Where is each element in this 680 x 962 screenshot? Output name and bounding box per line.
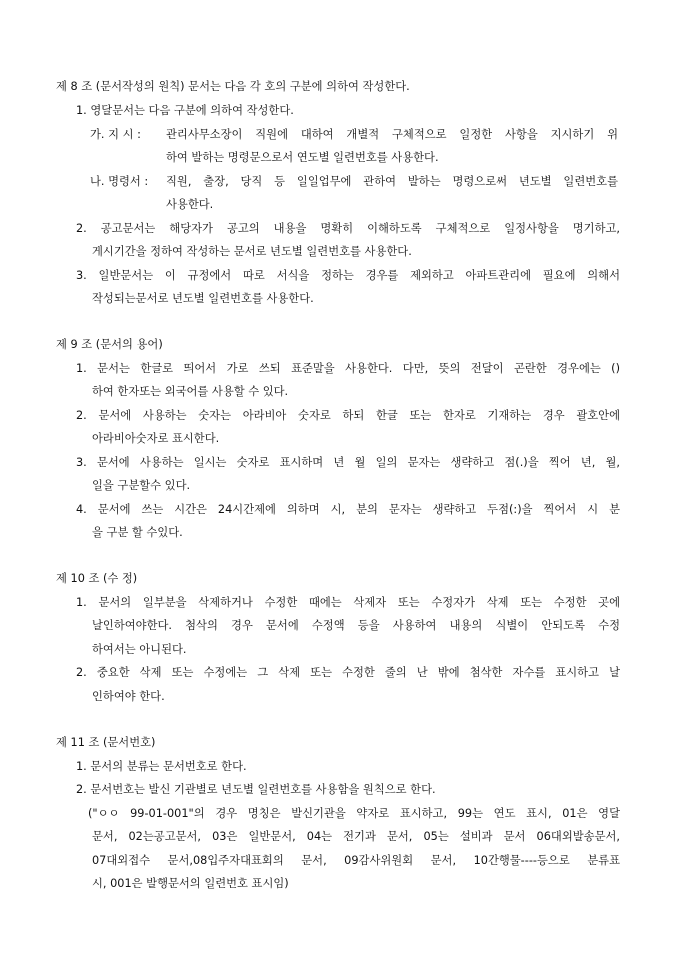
article-10-item-2-line-2: 인하여야 한다. bbox=[92, 690, 165, 703]
article-9-item-4-line-1: 4. 문서에 쓰는 시간은 24시간제에 의하며 시, 분의 문자는 생략하고 두점(:)을 찍어서 시 분 bbox=[76, 503, 620, 516]
article-9-item-1-line-2: 하여 한자또는 외국어를 사용할 수 있다. bbox=[92, 385, 289, 398]
article-11-heading: 제 11 조 (문서번호) bbox=[56, 736, 156, 749]
article-9-item-1-line-1: 1. 문서는 한글로 띄어서 가로 쓰되 표준말을 사용한다. 다만, 뜻의 전달이 곤란한 경우에는 () bbox=[76, 362, 620, 375]
article-11-note-line-3: 07대외접수 문서,08입주자대표회의 문서, 09감사위원회 문서, 10간행물----등으로 분류표 bbox=[92, 854, 620, 867]
article-11-item-2: 2. 문서번호는 발신 기관별로 년도별 일련번호를 사용함을 원칙으로 한다. bbox=[76, 783, 436, 796]
article-11-note-line-2: 문서, 02는공고문서, 03은 일반문서, 04는 전기과 문서, 05는 설비과 문서 06대외발송문서, bbox=[92, 830, 620, 843]
article-8-item-1: 1. 영달문서는 다음 구분에 의하여 작성한다. bbox=[76, 104, 294, 117]
article-9-heading: 제 9 조 (문서의 용어) bbox=[56, 338, 163, 351]
article-10-item-1-line-3: 하여서는 아니된다. bbox=[92, 643, 187, 656]
article-8-item-3-line-1: 3. 일반문서는 이 규정에서 따로 서식을 정하는 경우를 제외하고 아파트관리에 필요에 의해서 bbox=[76, 269, 620, 282]
article-10-item-2-line-1: 2. 중요한 삭제 또는 수정에는 그 삭제 또는 수정한 줄의 난 밖에 첨삭한 자수를 표시하고 날 bbox=[76, 666, 620, 679]
article-8-sub-ga-line-2: 하여 발하는 명령문으로서 연도별 일련번호를 사용한다. bbox=[166, 151, 439, 164]
article-8-sub-ga-label: 가. 지 시 : bbox=[90, 128, 141, 141]
article-11-item-1: 1. 문서의 분류는 문서번호로 한다. bbox=[76, 760, 247, 773]
article-11-note-line-1: ("ㅇㅇ 99-01-001"의 경우 명칭은 발신기관을 약자로 표시하고, 99는 연도 표시, 01은 영달 bbox=[88, 807, 620, 820]
article-10-heading: 제 10 조 (수 정) bbox=[56, 572, 138, 585]
article-8-item-2-line-1: 2. 공고문서는 해당자가 공고의 내용을 명확히 이해하도록 구체적으로 일정사항을 명기하고, bbox=[76, 222, 620, 235]
article-9-item-2-line-2: 아라비아숫자로 표시한다. bbox=[92, 432, 220, 445]
article-8-sub-na-line-2: 사용한다. bbox=[166, 198, 214, 211]
article-9-item-3-line-1: 3. 문서에 사용하는 일시는 숫자로 표시하며 년 월 일의 문자는 생략하고 점(.)을 찍어 년, 월, bbox=[76, 456, 620, 469]
article-8-item-2-line-2: 게시기간을 정하여 작성하는 문서로 년도별 일련번호를 사용한다. bbox=[92, 245, 412, 258]
article-8-sub-na-label: 나. 명령서 : bbox=[90, 175, 149, 188]
article-9-item-3-line-2: 일을 구분할수 있다. bbox=[92, 479, 191, 492]
article-10-item-1-line-2: 날인하여야한다. 첨삭의 경우 문서에 수정액 등을 사용하여 내용의 식별이 안되도록 수정 bbox=[92, 619, 620, 632]
article-8-item-3-line-2: 작성되는문서로 년도별 일련번호를 사용한다. bbox=[92, 292, 314, 305]
article-8-sub-ga-line-1: 관리사무소장이 직원에 대하여 개별적 구체적으로 일정한 사항을 지시하기 위 bbox=[166, 128, 618, 141]
article-8-sub-na-line-1: 직원, 출장, 당직 등 일일업무에 관하여 발하는 명령으로써 년도별 일련번호를 bbox=[166, 175, 618, 188]
article-8-heading: 제 8 조 (문서작성의 원칙) 문서는 다음 각 호의 구분에 의하여 작성한다. bbox=[56, 80, 410, 93]
article-10-item-1-line-1: 1. 문서의 일부분을 삭제하거나 수정한 때에는 삭제자 또는 수정자가 삭제 또는 수정한 곳에 bbox=[76, 596, 620, 609]
article-11-note-line-4: 시, 001은 발행문서의 일련번호 표시임) bbox=[92, 877, 289, 890]
article-9-item-2-line-1: 2. 문서에 사용하는 숫자는 아라비아 숫자로 하되 한글 또는 한자로 기재하는 경우 괄호안에 bbox=[76, 409, 620, 422]
article-9-item-4-line-2: 을 구분 할 수있다. bbox=[92, 526, 183, 539]
